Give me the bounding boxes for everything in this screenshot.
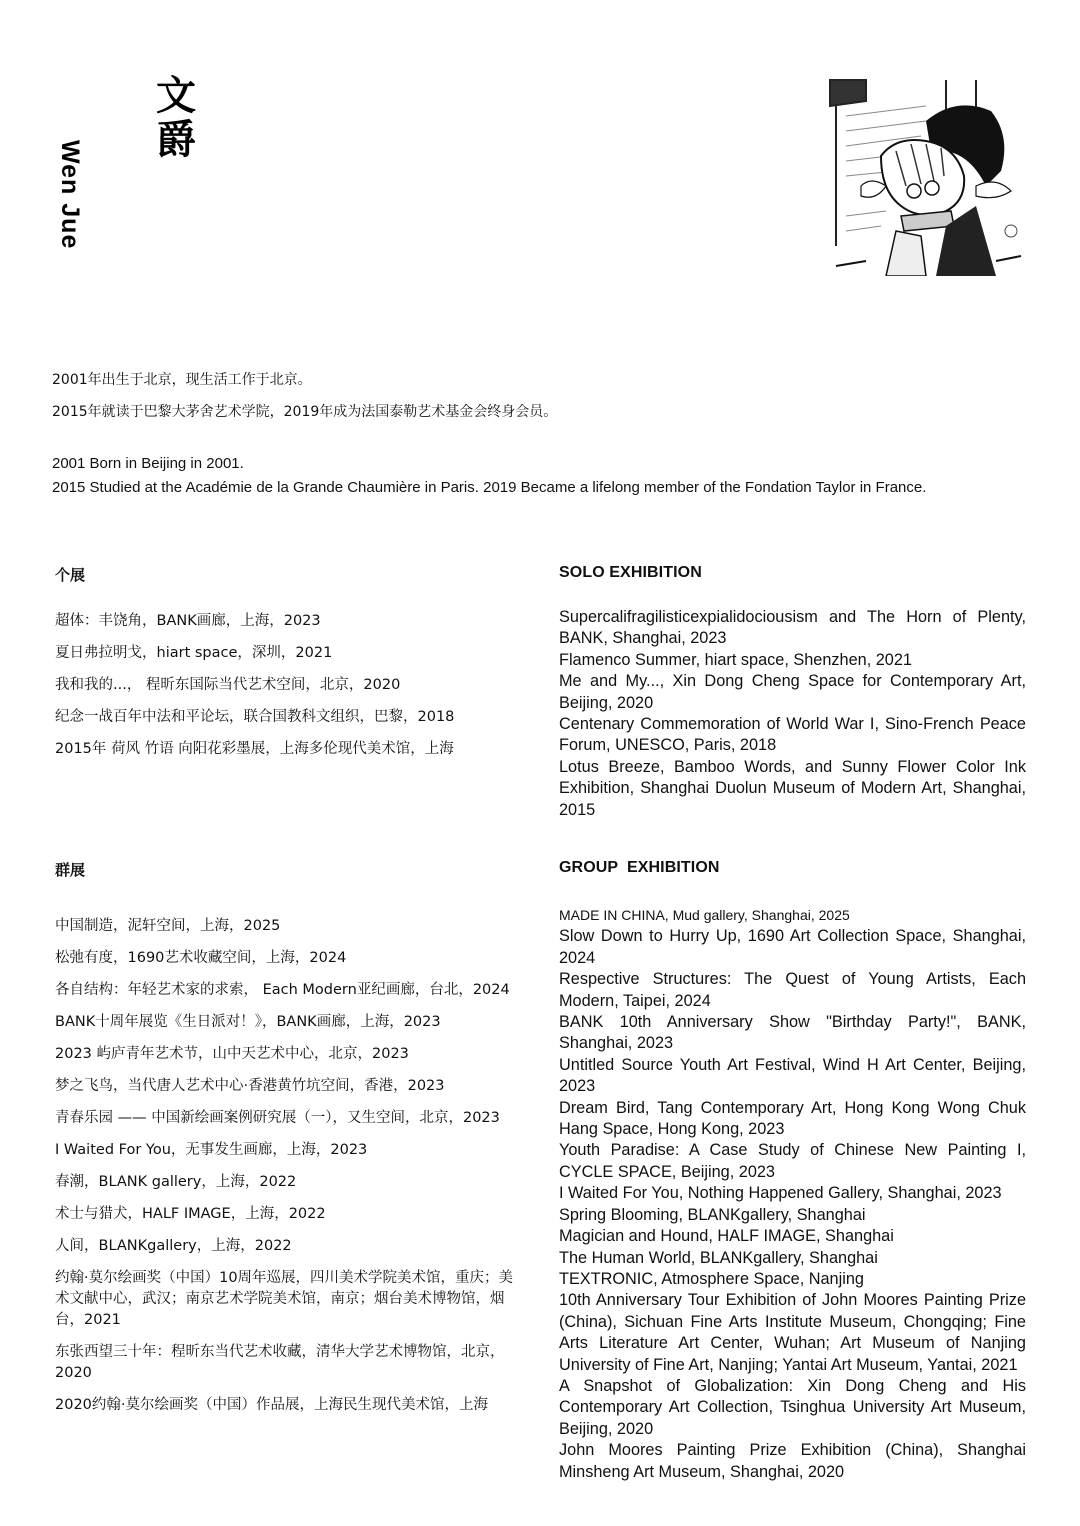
list-item: 中国制造，泥轩空间，上海，2025 <box>55 918 281 934</box>
list-item: Centenary Commemoration of World War I, Sino-French Peace Forum, UNESCO, Paris, 2018 <box>559 715 1026 755</box>
bio-cn-line: 2001年出生于北京，现生活工作于北京。 <box>52 372 312 388</box>
solo-list-en <box>559 607 1026 821</box>
name-char-2: 爵 <box>156 117 196 163</box>
list-item: 10th Anniversary Tour Exhibition of John Moores Painting Prize (China), Sichuan Fine Arts Institute Museum, Chongqing; Fine Arts Literature Art Center, Wuhan; Art Museum of Nanjing University of Fine Art, Nanjing; Yantai Art Museum, Yantai, 2021 <box>559 1291 1026 1374</box>
bio-cn-line: 2015年就读于巴黎大茅舍艺术学院，2019年成为法国泰勒艺术基金会终身会员。 <box>52 404 558 420</box>
biography <box>52 364 1032 500</box>
list-item: Untitled Source Youth Art Festival, Wind H Art Center, Beijing, 2023 <box>559 1055 1026 1096</box>
list-item: BANK 10th Anniversary Show "Birthday Party!", BANK, Shanghai, 2023 <box>559 1013 1026 1053</box>
list-item: 我和我的...， 程昕东国际当代艺术空间，北京，2020 <box>55 677 401 693</box>
bio-en-line: 2015 Studied at the Académie de la Grande Chaumière in Paris. 2019 Became a lifelong member of the Fondation Taylor in France. <box>52 479 927 496</box>
group-list-en <box>559 905 1026 1483</box>
list-item: A Snapshot of Globalization: Xin Dong Cheng and His Contemporary Art Collection, Tsinghua University Art Museum, Beijing, 2020 <box>559 1376 1026 1438</box>
artist-portrait-image <box>826 76 1026 276</box>
list-item: Dream Bird, Tang Contemporary Art, Hong Kong Wong Chuk Hang Space, Hong Kong, 2023 <box>559 1098 1026 1139</box>
list-item: 2015年 荷风 竹语 向阳花彩墨展，上海多伦现代美术馆，上海 <box>55 741 454 757</box>
list-item: Supercalifragilisticexpialidociousism and The Horn of Plenty, BANK, Shanghai, 2023 <box>559 608 1026 648</box>
group-list-cn <box>55 916 525 1416</box>
artist-name-chinese <box>156 74 200 162</box>
section-title-solo-cn: 个展 <box>55 566 86 584</box>
list-item: Respective Structures: The Quest of Young Artists, Each Modern, Taipei, 2024 <box>559 970 1026 1010</box>
section-title-solo-en: SOLO EXHIBITION <box>559 564 702 581</box>
solo-list-cn <box>55 611 525 760</box>
list-item: 青春乐园 —— 中国新绘画案例研究展（一），又生空间，北京，2023 <box>55 1110 500 1126</box>
bio-en-line: 2001 Born in Beijing in 2001. <box>52 455 244 472</box>
list-item: I Waited For You，无事发生画廊，上海，2023 <box>55 1142 368 1158</box>
manga-portrait-icon <box>826 76 1026 276</box>
list-item: 东张西望三十年：程昕东当代艺术收藏，清华大学艺术博物馆，北京，2020 <box>55 1344 505 1381</box>
list-item: Spring Blooming, BLANKgallery, Shanghai <box>559 1205 866 1224</box>
list-item: I Waited For You, Nothing Happened Gallery, Shanghai, 2023 <box>559 1184 1002 1203</box>
list-item: 纪念一战百年中法和平论坛，联合国教科文组织，巴黎，2018 <box>55 709 455 725</box>
list-item: 各自结构：年轻艺术家的求索， Each Modern亚纪画廊，台北，2024 <box>55 982 510 998</box>
list-item: Youth Paradise: A Case Study of Chinese New Painting I, CYCLE SPACE, Beijing, 2023 <box>559 1141 1026 1181</box>
list-item: John Moores Painting Prize Exhibition (China), Shanghai Minsheng Art Museum, Shanghai, 2020 <box>559 1441 1026 1481</box>
list-item: Lotus Breeze, Bamboo Words, and Sunny Flower Color Ink Exhibition, Shanghai Duolun Museum of Modern Art, Shanghai, 2015 <box>559 757 1026 819</box>
list-item: BANK十周年展览《生日派对！》，BANK画廊，上海，2023 <box>55 1014 441 1030</box>
list-item: 2020约翰·莫尔绘画奖（中国）作品展，上海民生现代美术馆，上海 <box>55 1397 489 1413</box>
name-char-1: 文 <box>156 73 196 119</box>
list-item: 松弛有度，1690艺术收藏空间，上海，2024 <box>55 950 347 966</box>
solo-exhibitions-en <box>559 563 1026 821</box>
list-item: The Human World, BLANKgallery, Shanghai <box>559 1248 878 1267</box>
list-item: Magician and Hound, HALF IMAGE, Shanghai <box>559 1227 894 1246</box>
list-item: 超体：丰饶角，BANK画廊，上海，2023 <box>55 613 321 629</box>
list-item: Flamenco Summer, hiart space, Shenzhen, 2021 <box>559 650 912 669</box>
list-item: Slow Down to Hurry Up, 1690 Art Collection Space, Shanghai, 2024 <box>559 927 1026 967</box>
solo-exhibitions-cn <box>55 565 525 771</box>
list-item: TEXTRONIC, Atmosphere Space, Nanjing <box>559 1269 864 1288</box>
list-item: 夏日弗拉明戈，hiart space，深圳，2021 <box>55 645 333 661</box>
list-item: 人间，BLANKgallery，上海，2022 <box>55 1238 292 1254</box>
list-item: 梦之飞鸟，当代唐人艺术中心·香港黄竹坑空间，香港，2023 <box>55 1078 445 1094</box>
list-item: 约翰·莫尔绘画奖（中国）10周年巡展，四川美术学院美术馆，重庆；美术文献中心，武汉；南京艺术学院美术馆，南京；烟台美术博物馆，烟台，2021 <box>55 1270 514 1328</box>
section-title-group-cn: 群展 <box>55 861 86 879</box>
section-title-group-en: GROUP EXHIBITION <box>559 859 720 876</box>
list-item: MADE IN CHINA, Mud gallery, Shanghai, 2025 <box>559 907 850 923</box>
group-exhibitions-en <box>559 858 1026 1483</box>
list-item: Me and My..., Xin Dong Cheng Space for Contemporary Art, Beijing, 2020 <box>559 672 1026 712</box>
group-exhibitions-cn <box>55 860 525 1427</box>
artist-name-english: Wen Jue <box>56 140 84 250</box>
list-item: 春潮，BLANK gallery，上海，2022 <box>55 1174 297 1190</box>
list-item: 术士与猎犬，HALF IMAGE，上海，2022 <box>55 1206 326 1222</box>
list-item: 2023 屿庐青年艺术节，山中天艺术中心，北京，2023 <box>55 1046 409 1062</box>
